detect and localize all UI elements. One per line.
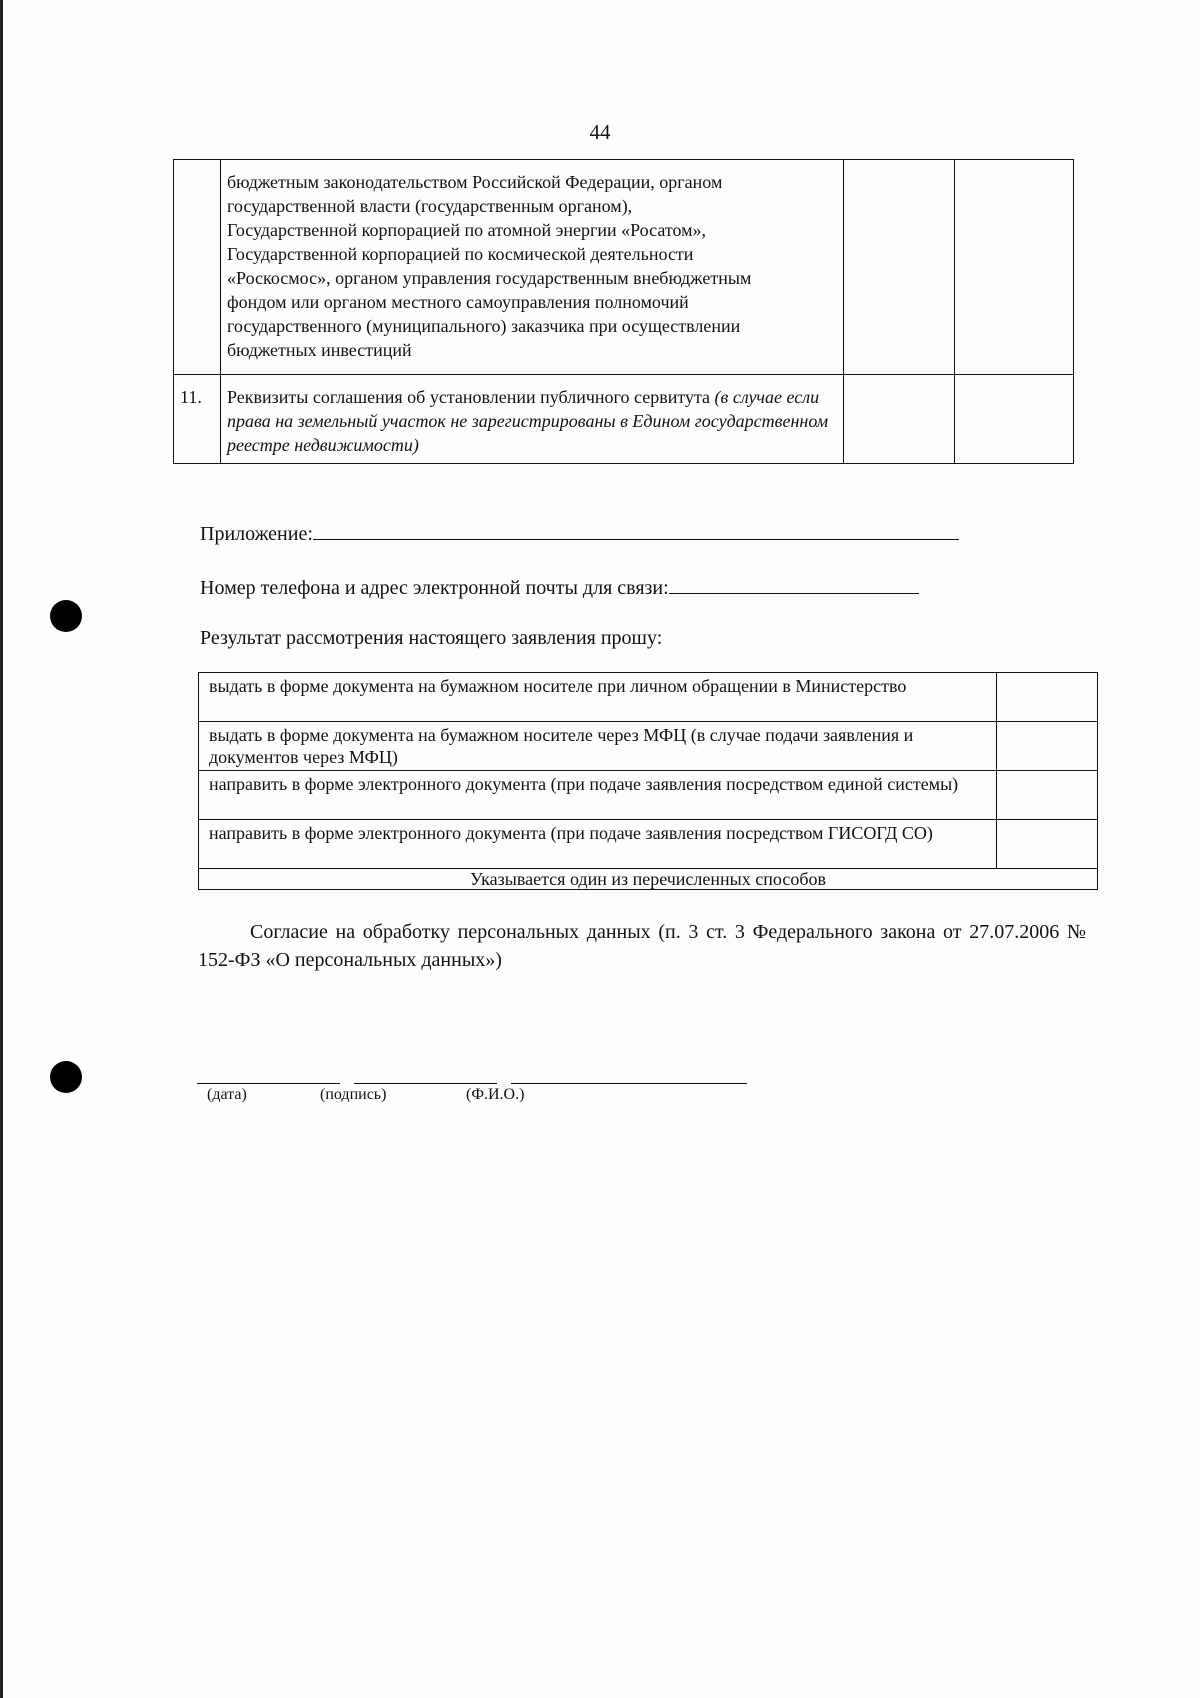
row-text-cell — [221, 160, 844, 375]
delivery-options-table — [198, 672, 1098, 890]
scan-left-edge — [0, 0, 3, 1698]
row-text: Реквизиты соглашения об установлении публичного сервитута — [227, 387, 715, 407]
text-line: «Роскосмос», органом управления государственным внебюджетным — [227, 268, 752, 288]
empty-cell[interactable] — [955, 375, 1074, 464]
page-number: 44 — [589, 120, 611, 144]
text-line: государственного (муниципального) заказчика при осуществлении — [227, 316, 741, 336]
table-row — [199, 673, 1098, 722]
empty-cell[interactable] — [844, 160, 955, 375]
date-label: (дата) — [207, 1086, 247, 1103]
attachment-label: Приложение: — [200, 523, 313, 545]
delivery-note: Указывается один из перечисленных способов — [199, 869, 1098, 890]
table-row — [174, 160, 1074, 375]
empty-cell[interactable] — [955, 160, 1074, 375]
row-number-cell — [174, 160, 221, 375]
text-line: бюджетных инвестиций — [227, 340, 412, 360]
option-text-cell: направить в форме электронного документа (при подаче заявления посредством ГИСОГД СО) — [199, 820, 997, 869]
text-line: Государственной корпорацией по атомной энергии «Росатом», — [227, 220, 707, 240]
punch-hole-bottom — [50, 1061, 82, 1093]
contact-field — [200, 575, 919, 600]
result-label: Результат рассмотрения настоящего заявления прошу: — [200, 627, 663, 649]
attachment-field — [200, 521, 959, 546]
text-line: государственной власти (государственным органом), — [227, 196, 633, 216]
row-number-cell: 11. — [174, 375, 221, 464]
name-line[interactable] — [511, 1083, 747, 1084]
text-line: Государственной корпорацией по космической деятельности — [227, 244, 694, 264]
option-text-cell: направить в форме электронного документа (при подаче заявления посредством единой системы) — [199, 771, 997, 820]
option-checkbox-cell[interactable] — [997, 722, 1098, 771]
requisites-table — [173, 159, 1074, 464]
contact-label: Номер телефона и адрес электронной почты для связи: — [200, 577, 669, 599]
text-line: бюджетным законодательством Российской Федерации, органом — [227, 172, 723, 192]
option-checkbox-cell[interactable] — [997, 820, 1098, 869]
contact-input-line[interactable] — [669, 575, 919, 594]
row-text-italic: (в случае если права на земельный участок не зарегистрированы в Едином государственном реестре недвижимости) — [227, 387, 829, 455]
option-checkbox-cell[interactable] — [997, 771, 1098, 820]
option-text-cell: выдать в форме документа на бумажном носителе через МФЦ (в случае подачи заявления и документов через МФЦ) — [199, 722, 997, 771]
name-label: (Ф.И.О.) — [466, 1086, 525, 1103]
signature-line[interactable] — [354, 1083, 497, 1084]
option-text-cell: выдать в форме документа на бумажном носителе при личном обращении в Министерство — [199, 673, 997, 722]
text-line: фондом или органом местного самоуправления полномочий — [227, 292, 689, 312]
option-checkbox-cell[interactable] — [997, 673, 1098, 722]
date-line[interactable] — [197, 1083, 340, 1084]
table-row — [199, 820, 1098, 869]
signature-label: (подпись) — [320, 1086, 387, 1103]
consent-text: Согласие на обработку персональных данных (п. 3 ст. 3 Федерального закона от 27.07.2006 № 152-ФЗ «О персональных данных») — [198, 921, 1086, 971]
punch-hole-top — [50, 600, 82, 632]
table-row — [174, 375, 1074, 464]
empty-cell[interactable] — [844, 375, 955, 464]
attachment-input-line[interactable] — [313, 521, 959, 540]
row-text-cell — [221, 375, 844, 464]
table-row — [199, 869, 1098, 890]
table-row — [199, 771, 1098, 820]
table-row — [199, 722, 1098, 771]
